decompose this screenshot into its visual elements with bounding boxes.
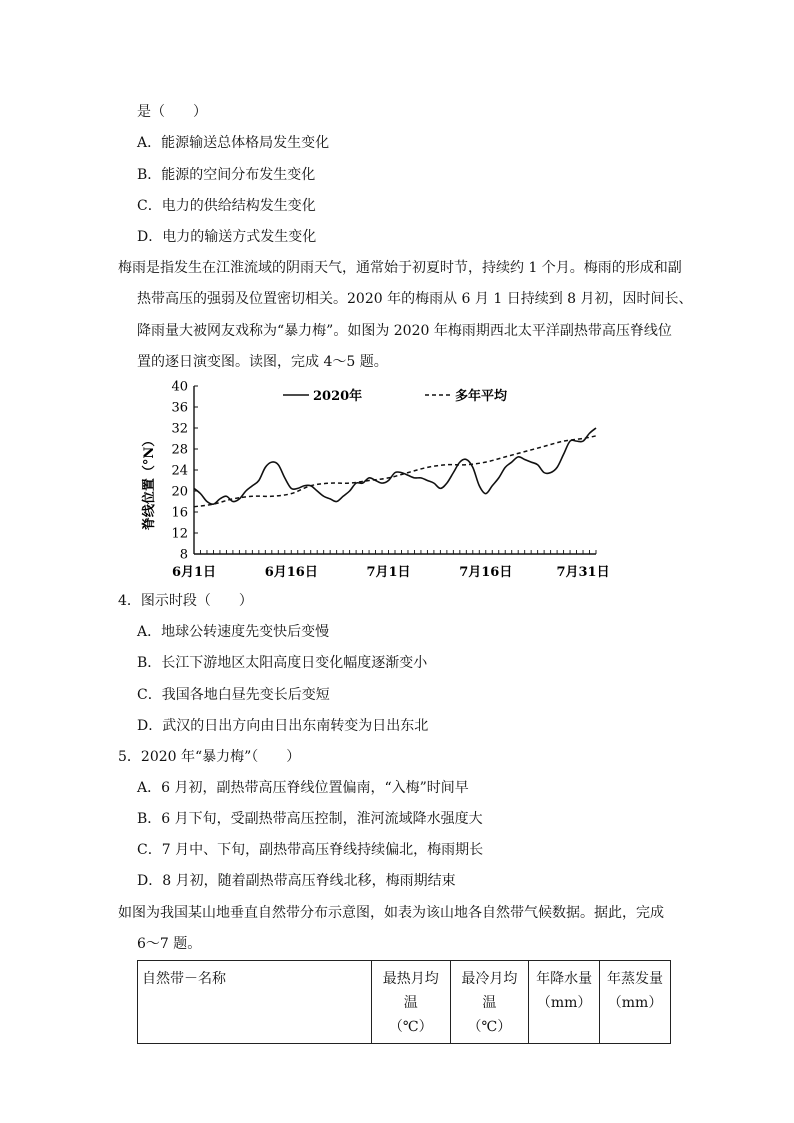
q5-stem: 5．2020 年“暴力梅”（ ） (118, 749, 301, 765)
q5-option-a: A．6 月初，副热带高压脊线位置偏南，“入梅”时间早 (137, 780, 469, 796)
q5-option-c: C．7 月中、下旬，副热带高压脊线持续偏北，梅雨期长 (137, 842, 484, 858)
y-tick-label: 20 (171, 484, 188, 500)
q3-option-c: C．电力的供给结构发生变化 (137, 198, 316, 214)
header-annual-precip: 年降水量 （mm） (529, 961, 600, 1044)
table-header-row (138, 961, 671, 1044)
x-tick-label: 7月1日 (366, 565, 411, 580)
y-axis-label: 脊线位置（°N） (142, 433, 157, 531)
y-tick-label: 32 (171, 421, 188, 437)
q4-option-c: C．我国各地白昼先变长后变短 (137, 687, 330, 703)
x-tick-label: 7月16日 (459, 565, 513, 580)
y-tick-label: 12 (171, 526, 188, 542)
q3-stem-tail: 是（ ） (137, 104, 207, 120)
q5-option-b: B．6 月下旬，受副热带高压控制，淮河流域降水强度大 (137, 811, 483, 827)
intro-line-4: 置的逐日演变图。读图，完成 4～5 题。 (137, 354, 388, 370)
q4-stem: 4．图示时段（ ） (118, 593, 253, 609)
x-tick-label: 7月31日 (556, 565, 610, 580)
intro-line-3: 降雨量大被网友戏称为“暴力梅”。如图为 2020 年梅雨期西北太平洋副热带高压脊线位 (137, 323, 672, 339)
y-tick-label: 24 (171, 463, 188, 479)
y-tick-label: 36 (171, 400, 188, 416)
intro-line-2: 热带高压的强弱及位置密切相关。2020 年的梅雨从 6 月 1 日持续到 8 月初，因时间长、 (137, 291, 693, 307)
intro2-line-1: 如图为我国某山地垂直自然带分布示意图，如表为该山地各自然带气候数据。据此，完成 (118, 905, 664, 921)
q4-option-b: B．长江下游地区太阳高度日变化幅度逐渐变小 (137, 655, 428, 671)
legend-label: 多年平均 (455, 389, 508, 404)
q3-option-b: B．能源的空间分布发生变化 (137, 167, 316, 183)
y-tick-label: 28 (171, 442, 188, 458)
series-line-average (194, 436, 596, 507)
y-tick-label: 16 (171, 505, 188, 521)
header-zone-name: 自然带－名称 (138, 961, 372, 1044)
legend-label: 2020年 (313, 389, 363, 404)
q3-option-d: D．电力的输送方式发生变化 (137, 229, 317, 245)
q5-option-d: D．8 月初，随着副热带高压脊线北移，梅雨期结束 (137, 873, 456, 889)
series-line-2020 (194, 428, 596, 504)
header-annual-evap: 年蒸发量 （mm） (600, 961, 671, 1044)
q3-option-a: A．能源输送总体格局发生变化 (137, 135, 330, 151)
intro-line-1: 梅雨是指发生在江淮流域的阴雨天气，通常始于初夏时节，持续约 1 个月。梅雨的形成和副 (118, 260, 682, 276)
y-tick-label: 8 (179, 547, 188, 563)
y-tick-label: 40 (171, 379, 188, 395)
q4-option-d: D．武汉的日出方向由日出东南转变为日出东北 (137, 718, 429, 734)
header-hottest-month: 最热月均温 （℃） (371, 961, 450, 1044)
x-tick-label: 6月16日 (264, 565, 318, 580)
subtropical-high-ridge-chart (140, 377, 610, 582)
q4-option-a: A．地球公转速度先变快后变慢 (137, 624, 330, 640)
x-tick-label: 6月1日 (171, 565, 217, 580)
header-coldest-month: 最冷月均温 （℃） (450, 961, 529, 1044)
climate-data-table (137, 960, 671, 1044)
intro2-line-2: 6～7 题。 (137, 936, 202, 952)
